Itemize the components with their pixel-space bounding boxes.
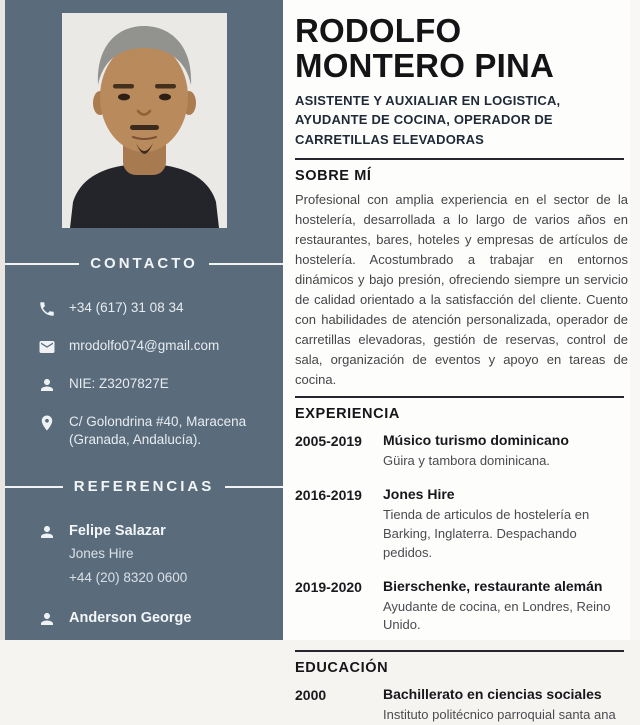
experience-dates: 2016-2019 — [295, 487, 362, 504]
candidate-name: RODOLFO MONTERO PINA — [295, 12, 555, 85]
education-title: EDUCACIÓN — [295, 660, 389, 677]
references-list — [5, 523, 283, 628]
references-section-title: REFERENCIAS — [5, 478, 283, 495]
experience-description: Ayudante de cocina, en Londres, Reino Unido. — [383, 598, 611, 633]
education-role: Bachillerato en ciencias sociales — [383, 686, 602, 703]
experience-entry — [295, 486, 624, 563]
experience-entry — [295, 578, 624, 636]
contact-address-text: C/ Golondrina #40, Maracena (Granada, Andalucía). — [69, 414, 247, 448]
experience-description: Güira y tambora dominicana. — [383, 453, 550, 469]
experience-description: Tienda de articulos de hostelería en Barking, Inglaterra. Despachando pedidos. — [383, 507, 590, 560]
contact-list — [5, 299, 283, 449]
experience-entry — [295, 432, 624, 471]
page-right-edge — [629, 0, 640, 640]
contact-item-email — [5, 337, 283, 356]
reference-company: Jones Hire — [69, 546, 134, 562]
main-column — [283, 0, 630, 723]
contact-item-nie — [5, 375, 283, 394]
education-dates: 2000 — [295, 687, 327, 704]
location-icon — [38, 414, 56, 432]
reference-name: Felipe Salazar — [69, 523, 166, 540]
contact-phone-text: +34 (617) 31 08 34 — [69, 300, 184, 315]
reference-entry — [5, 523, 283, 589]
phone-icon — [38, 300, 56, 318]
contact-item-phone — [5, 299, 283, 318]
experience-role: Músico turismo dominicano — [383, 432, 569, 449]
person-icon — [38, 376, 56, 394]
experience-dates: 2005-2019 — [295, 433, 362, 450]
reference-name: Anderson George — [69, 610, 192, 627]
about-text: Profesional con amplia experiencia en el sector de la hostelería, desarrollada a lo largo de varios años en restaurantes, bares, hoteles y empresas de artículos de hostelería. Acostumbrado a trabajar en entornos dinámicos y bajo presión, ofreciendo siempre un servicio de calidad orientado a la satisfacción del cliente. Cuento con habilidades de atención personalizada, operador de carretillas elevadoras, gestión de reservas, control de sala, organización de eventos y apoyo en tareas de cocina. — [295, 192, 628, 388]
reference-phone: +44 (20) 8320 0600 — [69, 570, 188, 586]
sidebar — [5, 0, 283, 640]
experience-dates: 2019-2020 — [295, 578, 362, 595]
candidate-headline: ASISTENTE Y AUXIALIAR EN LOGISTICA, AYUDANTE DE COCINA, OPERADOR DE CARRETILLAS ELEVADORAS — [295, 92, 561, 147]
email-icon — [38, 338, 56, 356]
about-title: SOBRE MÍ — [295, 168, 372, 185]
experience-list — [295, 432, 624, 635]
education-description: Instituto politécnico parroquial santa ana — [383, 707, 616, 723]
contact-item-address — [5, 413, 283, 449]
section-divider — [295, 396, 624, 398]
experience-role: Jones Hire — [383, 486, 455, 503]
section-divider — [295, 650, 624, 652]
contact-nie-text: NIE: Z3207827E — [69, 376, 169, 391]
person-icon — [38, 523, 56, 541]
contact-email-text: mrodolfo074@gmail.com — [69, 338, 220, 353]
education-list — [295, 686, 624, 725]
profile-photo — [62, 13, 227, 228]
education-entry — [295, 686, 624, 725]
experience-title: EXPERIENCIA — [295, 406, 400, 423]
contact-section-title: CONTACTO — [5, 255, 283, 272]
reference-entry — [5, 610, 283, 628]
person-icon — [38, 610, 56, 628]
experience-role: Bierschenke, restaurante alemán — [383, 577, 603, 594]
section-divider — [295, 158, 624, 160]
